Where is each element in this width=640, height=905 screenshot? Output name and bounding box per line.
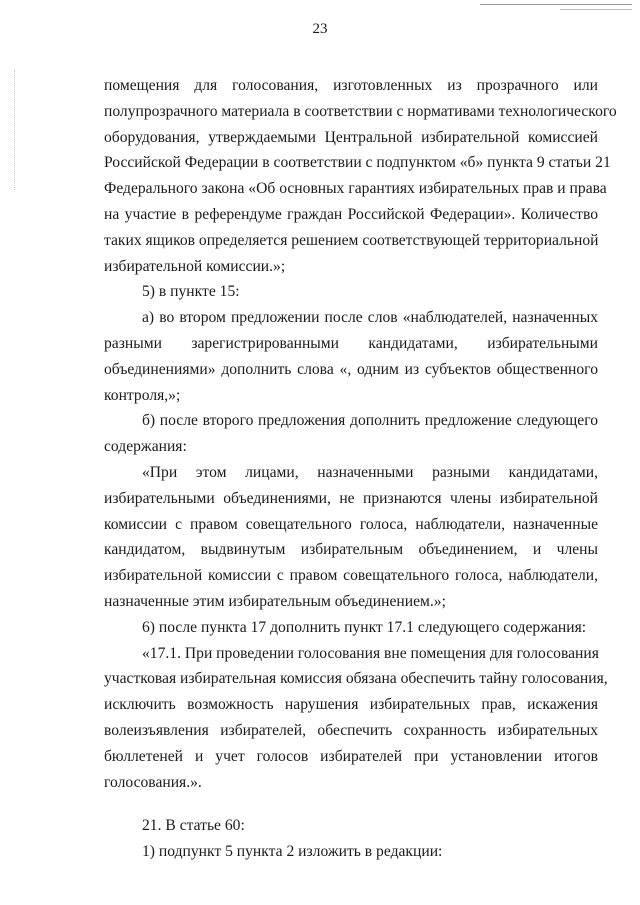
text-line: «При этом лицами, назначенными разными кандидатами, [142,463,598,481]
paragraph-gap [104,795,598,813]
text-line: «17.1. При проведении голосования вне помещения для голосования [142,644,599,662]
text-line: разными зарегистрированными кандидатами, избирательными [104,334,598,352]
text-line: а) во втором предложении после слов «наблюдателей, назначенных [142,309,598,327]
text-line: назначенные этим избирательным объединением.»; [104,592,446,610]
scan-artifact-line [560,9,632,10]
text-line: избирательной комиссии с правом совещательного голоса, наблюдатели, [104,567,598,585]
text-line: кандидатом, выдвинутым избирательным объединением, и члены [104,541,598,559]
text-line: Федерального закона «Об основных гарантиях избирательных прав и права [104,180,607,198]
text-line: избирательной комиссии.»; [104,257,286,275]
text-line: комиссии с правом совещательного голоса, наблюдатели, назначенные [104,515,598,533]
text-line: бюллетеней и учет голосов избирателей при установлении итогов [104,747,598,765]
text-line: 6) после пункта 17 дополнить пункт 17.1 следующего содержания: [142,618,587,636]
document-body [104,73,617,865]
text-line: полупрозрачного материала в соответствии с нормативами технологического [104,102,617,120]
text-line: исключить возможность нарушения избирательных прав, искажения [104,696,598,714]
text-line: помещения для голосования, изготовленных из прозрачного или [104,77,598,94]
paragraph-block [104,813,598,865]
text-line: б) после второго предложения дополнить предложение следующего [142,412,598,430]
text-line: избирательными объединениями, не признаются члены избирательной [104,489,598,507]
text-line: на участие в референдуме граждан Российской Федерации». Количество [104,205,598,223]
text-line: содержания: [104,438,187,456]
text-line: Российской Федерации в соответствии с подпунктом «б» пункта 9 статьи 21 [104,154,611,172]
text-line: объединениями» дополнить слова «, одним из субъектов общественного [104,360,598,378]
text-line: контроля,»; [104,386,181,404]
text-line: 5) в пункте 15: [142,283,240,301]
text-line: участковая избирательная комиссия обязана обеспечить тайну голосования, [104,670,608,688]
page-number: 23 [312,21,328,37]
text-line: голосования.». [104,773,202,791]
text-line: 1) подпункт 5 пункта 2 изложить в редакции: [142,843,443,861]
text-line: оборудования, утверждаемыми Центральной избирательной комиссией [104,128,598,146]
scan-artifact-margin [14,70,17,190]
text-line: таких ящиков определяется решением соответствующей территориальной [104,231,599,249]
scan-artifact-line [480,4,632,5]
text-line: волеизъявления избирателей, обеспечить сохранность избирательных [104,721,598,739]
text-line: 21. В статье 60: [142,817,245,835]
paragraph-block [104,73,617,795]
